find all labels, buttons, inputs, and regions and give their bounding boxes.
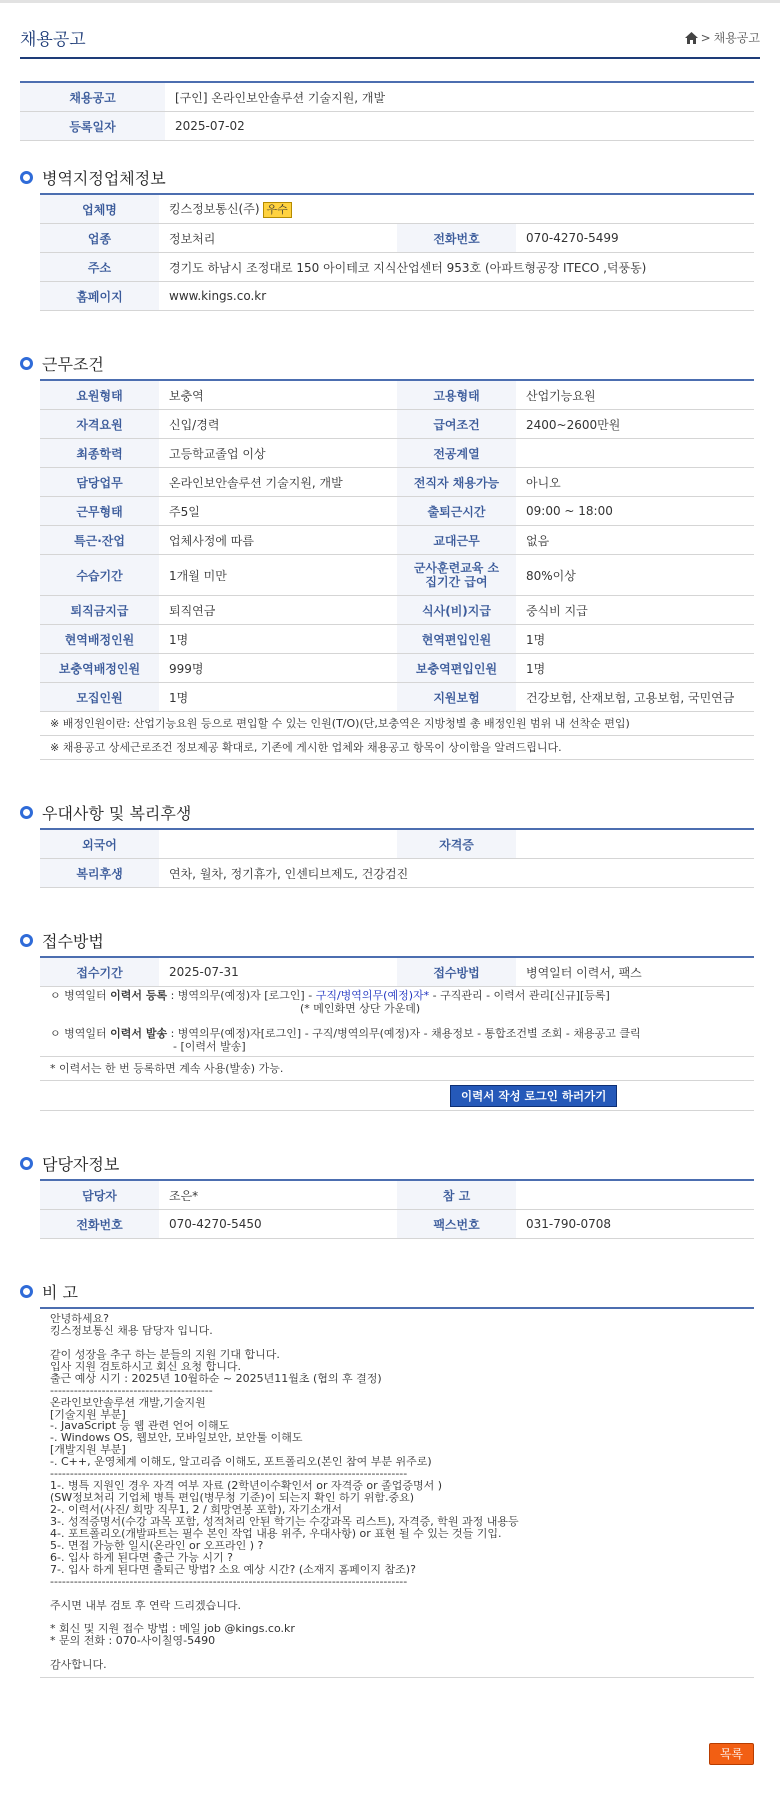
section-header <box>20 167 754 187</box>
remark-line: ------------------------------------------------------------------------------------------ <box>50 1468 408 1481</box>
conditions-info <box>40 379 754 760</box>
resume-login-button[interactable]: 이력서 작성 로그인 하러가기 <box>450 1085 617 1107</box>
company-name-label: 업체명 <box>40 194 159 224</box>
info-change-note: ※ 채용공고 상세근로조건 정보제공 확대로, 기존에 게시한 업체와 채용공고 항목이 상이함을 알려드립니다. <box>40 736 754 760</box>
homepage-label: 홈페이지 <box>40 282 159 311</box>
contact-phone-value: 070-4270-5450 <box>159 1210 397 1239</box>
table-row <box>40 683 754 712</box>
cond-value: 퇴직연금 <box>159 596 397 625</box>
remark-line: 온라인보안솔루션 개발,기술지원 <box>50 1396 206 1409</box>
cond-label: 전공계열 <box>397 439 516 468</box>
reference-value <box>516 1180 754 1210</box>
remarks-section <box>0 1281 780 1678</box>
page-header <box>20 3 760 59</box>
remark-line: 7-. 입사 하게 된다면 출퇴근 방법? 소요 예상 시간? (소재지 홈페이지 참조)? <box>50 1563 416 1576</box>
cond-label: 요원형태 <box>40 380 159 410</box>
remark-line: [개발지원 부분] <box>50 1444 126 1457</box>
cond-label: 현역배정인원 <box>40 625 159 654</box>
phone-label: 전화번호 <box>397 224 516 253</box>
cond-label: 보충역편입인원 <box>397 654 516 683</box>
table-row <box>40 380 754 410</box>
table-row <box>40 1180 754 1210</box>
cond-label: 식사(비)지급 <box>397 596 516 625</box>
breadcrumb <box>685 29 760 46</box>
remark-line: 안녕하세요? <box>50 1313 109 1325</box>
table-row <box>40 555 754 596</box>
cond-value: 999명 <box>159 654 397 683</box>
remark-line: 6-. 입사 하게 된다면 출근 가능 시기 ? <box>50 1551 233 1564</box>
cond-value: 1명 <box>516 654 754 683</box>
table-row <box>40 1210 754 1239</box>
section-header <box>20 353 754 373</box>
remark-line: 2-. 이력서(사진/ 희망 직무1, 2 / 희망연봉 포함), 자기소개서 <box>50 1504 342 1516</box>
method-label: 접수방법 <box>397 957 516 987</box>
reg-date-label: 등록일자 <box>20 112 165 141</box>
remark-line: -. Windows OS, 웹보안, 모바일보안, 보안툴 이해도 <box>50 1432 303 1445</box>
table-row <box>40 596 754 625</box>
welfare-label: 복리후생 <box>40 859 159 888</box>
notice-info <box>20 81 754 141</box>
instruction-emphasis: 이력서 등록 <box>110 989 168 1002</box>
cond-value: 1개월 미만 <box>159 555 397 596</box>
cond-label: 퇴직금지급 <box>40 596 159 625</box>
cond-value: 1명 <box>159 683 397 712</box>
cond-value: 건강보험, 산재보험, 고용보험, 국민연금 <box>516 683 754 712</box>
cond-label: 전직자 채용가능 <box>397 468 516 497</box>
company-table <box>40 193 754 311</box>
home-icon[interactable] <box>685 32 698 44</box>
industry-value: 정보처리 <box>159 224 397 253</box>
remark-line <box>50 1588 744 1600</box>
instruction-text: ㅇ 병역일터 <box>50 1027 111 1040</box>
instruction-line <box>50 989 754 1002</box>
remark-line: 1-. 병특 지원인 경우 자격 여부 자료 (2학년이수확인서 or 자격증 or 졸업증명서 ) <box>50 1480 443 1493</box>
certificate-value <box>516 829 754 859</box>
cond-value: 산업기능요원 <box>516 380 754 410</box>
apply-table <box>40 956 754 987</box>
resume-send-instruction <box>40 1018 754 1056</box>
cond-label: 교대근무 <box>397 526 516 555</box>
circle-bullet-icon <box>20 1157 33 1170</box>
table-row <box>40 282 754 311</box>
table-row <box>40 439 754 468</box>
contact-section <box>0 1153 780 1239</box>
cond-value: 없음 <box>516 526 754 555</box>
industry-label: 업종 <box>40 224 159 253</box>
remark-line: 4-. 포트폴리오(개발파트는 필수 본인 작업 내용 위주, 우대사항) or 표현 될 수 있는 것들 기입. <box>50 1527 502 1540</box>
cond-label: 현역편입인원 <box>397 625 516 654</box>
table-row <box>40 468 754 497</box>
page-title: 채용공고 <box>20 30 86 50</box>
circle-bullet-icon <box>20 1285 33 1298</box>
address-value: 경기도 하남시 조정대로 150 아이테코 지식산업센터 953호 (아파트형공장 ITECO ,덕풍동) <box>159 253 754 282</box>
cond-value: 신입/경력 <box>159 410 397 439</box>
language-label: 외국어 <box>40 829 159 859</box>
table-row <box>40 497 754 526</box>
language-value <box>159 829 397 859</box>
table-row <box>40 957 754 987</box>
cond-label: 모집인원 <box>40 683 159 712</box>
reg-date-value: 2025-07-02 <box>165 112 754 141</box>
remark-line: * 문의 전화 : 070-사이칠영-5490 <box>50 1635 216 1648</box>
remark-line: -. C++, 운영체계 이해도, 알고리즘 이해도, 포트폴리오(본인 참여 부분 위주로) <box>50 1456 432 1469</box>
remark-line: * 회신 및 지원 접수 방법 : 메일 job @kings.co.kr <box>50 1623 295 1636</box>
circle-bullet-icon <box>20 171 33 184</box>
contact-table <box>40 1179 754 1239</box>
person-value: 조은* <box>159 1180 397 1210</box>
table-row <box>40 526 754 555</box>
table-row <box>20 82 754 112</box>
remark-line: 감사합니다. <box>50 1659 107 1672</box>
table-row <box>40 253 754 282</box>
cond-label: 고용형태 <box>397 380 516 410</box>
cond-label: 근무형태 <box>40 497 159 526</box>
benefits-table <box>40 828 754 888</box>
remark-line: 출근 예상 시기 : 2025년 10월하순 ~ 2025년11월초 (협의 후 결정) <box>50 1372 382 1385</box>
cond-value: 고등학교졸업 이상 <box>159 439 397 468</box>
remark-line: 5-. 면접 가능한 일시(온라인 or 오프라인 ) ? <box>50 1539 264 1552</box>
instruction-sub: (* 메인화면 상단 가운데) <box>300 1002 421 1015</box>
table-row <box>40 194 754 224</box>
cond-label: 급여조건 <box>397 410 516 439</box>
remark-line: ----------------------------------------- <box>50 1384 213 1397</box>
period-value: 2025-07-31 <box>159 957 397 987</box>
instruction-text: - 구직관리 - 이력서 관리[신규][등록] <box>429 989 610 1002</box>
breadcrumb-separator: > <box>700 30 711 45</box>
contact-info <box>40 1179 754 1239</box>
cond-value: 아니오 <box>516 468 754 497</box>
circle-bullet-icon <box>20 934 33 947</box>
resume-register-instruction <box>40 987 754 1018</box>
section-title: 비 고 <box>42 1282 78 1302</box>
cond-value: 업체사정에 따름 <box>159 526 397 555</box>
conditions-table <box>40 379 754 712</box>
instruction-text: : 병역의무(예정)자[로그인] - 구직/병역의무(예정)자 - 채용정보 - 통합조건별 조회 - 채용공고 클릭 <box>167 1027 641 1040</box>
company-name-cell <box>159 194 754 224</box>
cond-label: 자격요원 <box>40 410 159 439</box>
remarks-body <box>40 1307 754 1678</box>
assignment-note: ※ 배정인원이란: 산업기능요원 등으로 편입할 수 있는 인원(T/O)(단,보충역은 지방청별 총 배정인원 범위 내 선착순 편입) <box>40 712 754 736</box>
table-row <box>40 654 754 683</box>
benefits-section <box>0 802 780 888</box>
remark-line: [기술지원 부분] <box>50 1408 126 1421</box>
remarks-info <box>40 1307 754 1678</box>
list-button[interactable]: 목록 <box>709 1743 754 1765</box>
cond-value: 1명 <box>159 625 397 654</box>
remark-line: 킹스정보통신 채용 담당자 입니다. <box>50 1324 213 1337</box>
fax-value: 031-790-0708 <box>516 1210 754 1239</box>
section-title: 병역지정업체정보 <box>42 168 166 188</box>
remark-line <box>50 1337 744 1349</box>
section-header <box>20 802 754 822</box>
table-row <box>20 112 754 141</box>
remark-line: -. JavaScript 등 웹 관련 언어 이해도 <box>50 1420 230 1433</box>
cond-label: 보충역배정인원 <box>40 654 159 683</box>
table-row <box>40 410 754 439</box>
notice-label: 채용공고 <box>20 82 165 112</box>
contact-phone-label: 전화번호 <box>40 1210 159 1239</box>
apply-info <box>40 956 754 1111</box>
section-title: 접수방법 <box>42 931 104 951</box>
section-title: 담당자정보 <box>42 1154 120 1174</box>
cond-value: 주5일 <box>159 497 397 526</box>
benefits-info <box>40 828 754 888</box>
company-info <box>40 193 754 311</box>
reference-label: 참 고 <box>397 1180 516 1210</box>
fax-label: 팩스번호 <box>397 1210 516 1239</box>
homepage-value: www.kings.co.kr <box>159 282 754 311</box>
cond-label: 담당업무 <box>40 468 159 497</box>
instruction-emphasis: 이력서 발송 <box>110 1027 168 1040</box>
table-row <box>40 859 754 888</box>
cond-value: 1명 <box>516 625 754 654</box>
remark-line <box>50 1647 744 1659</box>
remark-line: (SW정보처리 기업체 병특 편입(병무청 기준)이 되는지 확인 하기 위함.중요) <box>50 1492 415 1504</box>
instruction-line <box>50 1027 754 1040</box>
cond-label: 최종학력 <box>40 439 159 468</box>
apply-button-row <box>40 1081 754 1111</box>
remark-line: 3-. 성적증명서(수강 과목 포함, 성적처리 안된 학기는 수강과목 리스트), 자격증, 학원 과정 내용등 <box>50 1515 519 1528</box>
job-seeker-link[interactable]: 구직/병역의무(예정)자* <box>315 989 430 1002</box>
remark-line <box>50 1611 744 1623</box>
remark-line: 주시면 내부 검토 후 연락 드리겠습니다. <box>50 1599 241 1612</box>
breadcrumb-current: 채용공고 <box>713 31 760 45</box>
cond-value: 80%이상 <box>516 555 754 596</box>
company-section <box>0 167 780 311</box>
notice-title-value: [구인] 온라인보안솔루션 기술지원, 개발 <box>165 82 754 112</box>
cond-value: 중식비 지급 <box>516 596 754 625</box>
address-label: 주소 <box>40 253 159 282</box>
conditions-section <box>0 353 780 760</box>
cond-label: 출퇴근시간 <box>397 497 516 526</box>
cond-value: 2400~2600만원 <box>516 410 754 439</box>
cond-label: 특근·잔업 <box>40 526 159 555</box>
table-row <box>40 224 754 253</box>
cond-value: 온라인보안솔루션 기술지원, 개발 <box>159 468 397 497</box>
remark-line: 같이 성장을 추구 하는 분들의 지원 기대 합니다. <box>50 1348 280 1361</box>
person-label: 담당자 <box>40 1180 159 1210</box>
circle-bullet-icon <box>20 806 33 819</box>
phone-value: 070-4270-5499 <box>516 224 754 253</box>
notice-table <box>20 81 754 141</box>
circle-bullet-icon <box>20 357 33 370</box>
cond-value <box>516 439 754 468</box>
cond-label: 수습기간 <box>40 555 159 596</box>
table-row <box>40 829 754 859</box>
section-title: 근무조건 <box>42 354 104 374</box>
remark-line: 입사 지원 검토하시고 회신 요청 합니다. <box>50 1360 241 1373</box>
table-row <box>40 625 754 654</box>
certificate-label: 자격증 <box>397 829 516 859</box>
section-header <box>20 930 754 950</box>
instruction-text: : 병역의무(예정)자 [로그인] - <box>167 989 316 1002</box>
apply-section <box>0 930 780 1111</box>
period-label: 접수기간 <box>40 957 159 987</box>
section-header <box>20 1153 754 1173</box>
cond-value: 09:00 ~ 18:00 <box>516 497 754 526</box>
cond-label: 지원보험 <box>397 683 516 712</box>
cond-label: 군사훈련교육 소집기간 급여 <box>397 555 516 596</box>
company-name: 킹스정보통신(주) <box>169 202 260 216</box>
cond-value: 보충역 <box>159 380 397 410</box>
welfare-value: 연차, 월차, 정기휴가, 인센티브제도, 건강검진 <box>159 859 754 888</box>
section-title: 우대사항 및 복리후생 <box>42 803 192 823</box>
section-header <box>20 1281 754 1301</box>
remark-line: ------------------------------------------------------------------------------------------ <box>50 1575 408 1588</box>
resume-note: * 이력서는 한 번 등록하면 계속 사용(발송) 가능. <box>40 1056 754 1081</box>
method-value: 병역일터 이력서, 팩스 <box>516 957 754 987</box>
excellent-badge: 우수 <box>263 202 292 218</box>
instruction-text: ㅇ 병역일터 <box>50 989 111 1002</box>
instruction-sub: - [이력서 발송] <box>173 1040 246 1053</box>
